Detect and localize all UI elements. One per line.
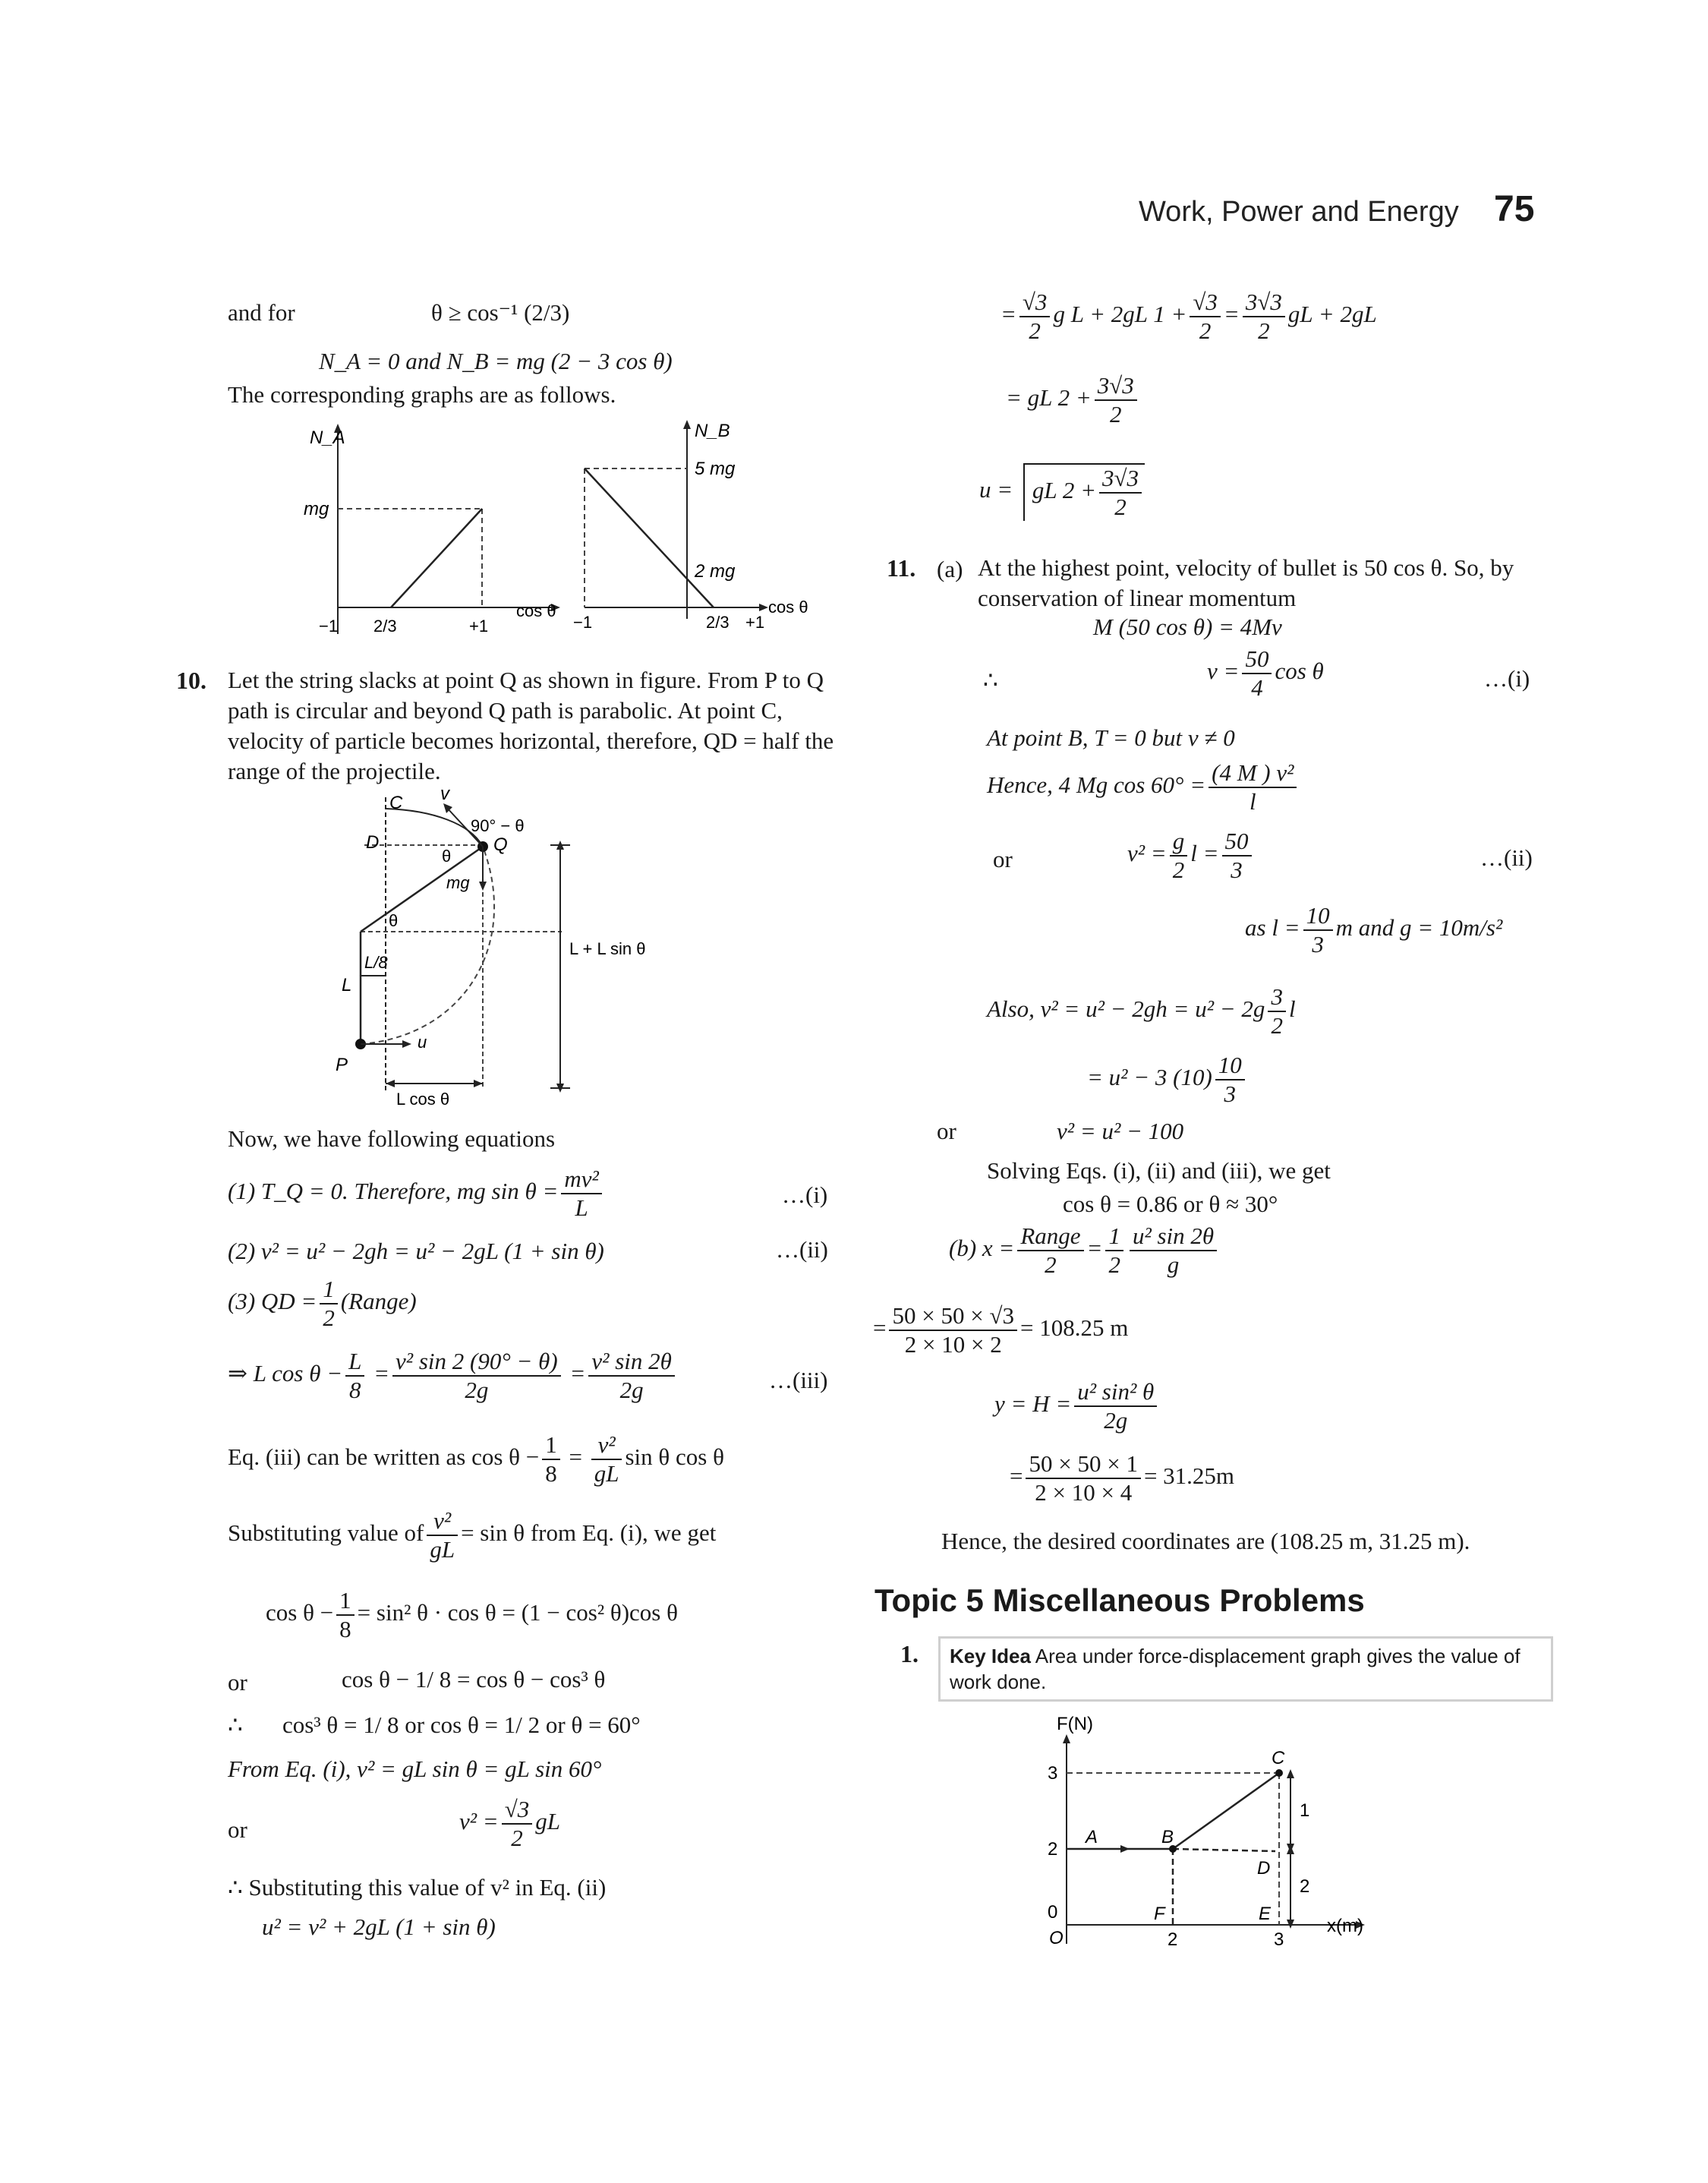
eq5: Eq. (iii) can be written as cos θ − $\frac{1}{8}$ = $\frac{\text{v²}}{gL}$ sin θ cos θ (228, 1431, 724, 1487)
q11-x-value: = $\frac{50 \times 50 \times √3}{2 \times 10 \times 2}$ = 108.25 m (873, 1302, 1129, 1358)
eq7: cos θ − $\frac{1}{8}$ = sin² θ · cos θ = (1 − cos² θ)cos θ (266, 1587, 678, 1642)
graph1-tick-p1: +1 (469, 617, 489, 636)
intro-and-for: and for (228, 299, 295, 326)
fx-origin-O: O (1049, 1928, 1064, 1948)
fx-point-E: E (1259, 1904, 1272, 1924)
eq4: ⇒ L cos θ − $\frac{L}{8}$ = $\frac{\text{v² sin 2 (90° − θ)}}{2g}$ = $\frac{\text{v² sin 2θ}}{2g}$ (228, 1348, 678, 1404)
graph2-tick-23: 2/3 (706, 613, 730, 632)
eq6: Substituting value of $\frac{\text{v²}}{gL}$ = sin θ from Eq. (i), we get (228, 1507, 717, 1563)
eq3: (3) QD = $\frac{1}{2}$ (Range) (228, 1276, 417, 1331)
running-header: Work, Power and Energy (1139, 196, 1459, 228)
fx-point-B: B (1161, 1827, 1174, 1847)
intro-condition: θ ≥ cos⁻¹ (2/3) (431, 299, 570, 326)
r3: u = gL 2 + $\frac{3√3}{2}$ (979, 463, 1145, 521)
eq8: cos θ − 1/ 8 = cos θ − cos³ θ (342, 1666, 606, 1692)
graph2-xlabel: cos θ (768, 598, 808, 617)
now-we-have: Now, we have following equations (228, 1125, 556, 1152)
fx-tick-y3: 3 (1048, 1763, 1058, 1784)
fx-tick-y0: 0 (1048, 1902, 1058, 1923)
fx-point-D: D (1257, 1858, 1271, 1879)
eq11-or: or (228, 1816, 247, 1843)
topic-q1-number: 1. (900, 1640, 919, 1667)
fig10-label-theta: θ (442, 847, 452, 866)
fig10-label-Lcos: L cos θ (396, 1090, 450, 1109)
key-idea-label: Key Idea (950, 1645, 1031, 1667)
eq1-number: …(i) (782, 1181, 828, 1208)
fx-ylabel: F(N) (1057, 1716, 1093, 1734)
intro-graphs-text: The corresponding graphs are as follows. (228, 381, 616, 408)
intro-normal-forces: N_A = 0 and N_B = mg (2 − 3 cos θ) (319, 348, 673, 374)
q11-eq2: v = $\frac{50}{4}$ cos θ (1207, 645, 1324, 701)
graph2-tick-m1: −1 (573, 613, 593, 632)
q11-b5: Also, v² = u² − 2gh = u² − 2g $\frac{3}{2}$ l (987, 983, 1296, 1039)
eq10: From Eq. (i), v² = gL sin θ = gL sin 60° (228, 1756, 602, 1782)
q11-eq2-number: …(i) (1484, 665, 1530, 692)
eq9-therefore: ∴ (228, 1711, 243, 1738)
graph2-tick-p1: +1 (745, 613, 765, 632)
q11-b9: cos θ = 0.86 or θ ≈ 30° (1063, 1191, 1278, 1217)
fig-q10-string-path (319, 786, 683, 1112)
fx-xlabel: x(m) (1327, 1916, 1363, 1936)
q11-eq1: M (50 cos θ) = 4Mv (1093, 614, 1282, 640)
graph1-xlabel: cos θ (516, 601, 556, 620)
r1: = $\frac{√3}{2}$ g L + 2gL 1 + $\frac{√3}{2}$ = $\frac{3√3}{2}$ gL + 2gL (1001, 289, 1377, 344)
q11-b1: At point B, T = 0 but v ≠ 0 (987, 724, 1235, 751)
fig10-label-L: L (342, 975, 352, 995)
fig10-label-L8: L/8 (364, 953, 388, 972)
eq12: ∴ Substituting this value of v² in Eq. (ii) (228, 1874, 607, 1901)
graph1-mg-label: mg (304, 499, 329, 519)
fx-point-C: C (1272, 1748, 1285, 1768)
eq13: u² = v² + 2gL (1 + sin θ) (262, 1913, 496, 1940)
eq2: (2) v² = u² − 2gh = u² − 2gL (1 + sin θ) (228, 1238, 604, 1264)
q11-b6: = u² − 3 (10) $\frac{10}{3}$ (1087, 1052, 1248, 1108)
page-number: 75 (1494, 189, 1535, 229)
fig10-label-LLsin: L + L sin θ (569, 939, 646, 958)
graph-na-cos-theta (296, 418, 577, 645)
q11-b3-number: …(ii) (1480, 844, 1533, 871)
fig10-label-theta2: θ (389, 911, 399, 930)
graph2-2mg-label: 2 mg (695, 561, 736, 582)
q11-part-b-x: (b) x = $\frac{\text{Range}}{2}$ = $\frac{1}{2}$ $\frac{\text{u² sin 2θ}}{g}$ (949, 1222, 1220, 1279)
fig10-label-P: P (336, 1055, 348, 1075)
q11-part-a: (a) (937, 556, 963, 582)
r2: = gL 2 + $\frac{3√3}{2}$ (1006, 372, 1140, 428)
graph2-ylabel: N_B (695, 421, 730, 441)
q10-number: 10. (176, 667, 206, 694)
graph2-5mg-label: 5 mg (695, 459, 736, 479)
fx-point-A: A (1086, 1827, 1098, 1847)
q11-text: At the highest point, velocity of bullet is 50 cos θ. So, by conservation of linear momentum (978, 554, 1514, 611)
graph1-tick-m1: −1 (319, 617, 339, 636)
q11-b2: Hence, 4 Mg cos 60° = $\frac{\text{(4 M ) v²}}{l}$ (987, 759, 1300, 815)
q11-b8: Solving Eqs. (i), (ii) and (iii), we get (987, 1157, 1331, 1184)
fig10-label-D: D (366, 832, 380, 853)
q11-b4: as l = $\frac{10}{3}$ m and g = 10m/s² (1245, 902, 1503, 957)
eq9: cos³ θ = 1/ 8 or cos θ = 1/ 2 or θ = 60° (282, 1711, 641, 1738)
q11-number: 11. (887, 554, 916, 582)
q11-conclusion: Hence, the desired coordinates are (108.25 m, 31.25 m). (941, 1528, 1470, 1554)
eq11: v² = $\frac{√3}{2}$ gL (459, 1796, 560, 1851)
eq1: (1) T_Q = 0. Therefore, mg sin θ = $\frac{\text{mv²}}{L}$ (228, 1166, 605, 1222)
fig10-label-Q: Q (493, 834, 508, 855)
graph1-ylabel: N_A (310, 427, 345, 448)
fig10-label-mg: mg (446, 873, 470, 892)
q10-text: Let the string slacks at point Q as shown in figure. From P to Q path is circular and beyond Q path is parabolic. At point C, velocity of particle becomes horizontal, therefore, QD = half the range of the projectile. (228, 667, 834, 784)
fx-tick-y2: 2 (1048, 1839, 1058, 1860)
eq8-or: or (228, 1669, 247, 1696)
q11-therefore: ∴ (983, 667, 998, 693)
fig10-label-angle: 90° − θ (471, 816, 525, 835)
topic-heading: Topic 5 Miscellaneous Problems (874, 1582, 1365, 1618)
fig10-label-C: C (389, 793, 403, 813)
eq2-number: …(ii) (776, 1236, 828, 1263)
q11-b3: v² = $\frac{g}{2}$ l = $\frac{50}{3}$ (1127, 828, 1255, 884)
graph-nb-cos-theta (569, 414, 827, 649)
key-idea-box (938, 1636, 1553, 1702)
fig10-label-u: u (418, 1033, 427, 1052)
sqrt-radical: gL 2 + $\frac{3√3}{2}$ (1023, 463, 1145, 521)
fx-tick-x2: 2 (1168, 1929, 1178, 1950)
q11-b7-or: or (937, 1118, 956, 1144)
key-idea-text: Area under force-displacement graph gives the value of work done. (950, 1645, 1520, 1693)
q11-b7: v² = u² − 100 (1057, 1118, 1184, 1144)
eq3-number: …(iii) (769, 1367, 828, 1393)
fx-dim-1: 1 (1300, 1800, 1310, 1821)
graph1-tick-23: 2/3 (373, 617, 397, 636)
fx-tick-x3: 3 (1274, 1929, 1284, 1950)
fig10-label-v: v (440, 786, 449, 804)
q11-b3-or: or (993, 846, 1013, 872)
fig-force-displacement (1040, 1716, 1397, 1959)
q11-y-formula: y = H = $\frac{\text{u² sin² θ}}{2g}$ (994, 1378, 1160, 1434)
fx-dim-2: 2 (1300, 1876, 1310, 1897)
fx-point-F: F (1154, 1904, 1165, 1924)
q11-y-value: = $\frac{50 \times 50 \times 1}{2 \times 10 \times 4}$ = 31.25m (1010, 1450, 1235, 1506)
